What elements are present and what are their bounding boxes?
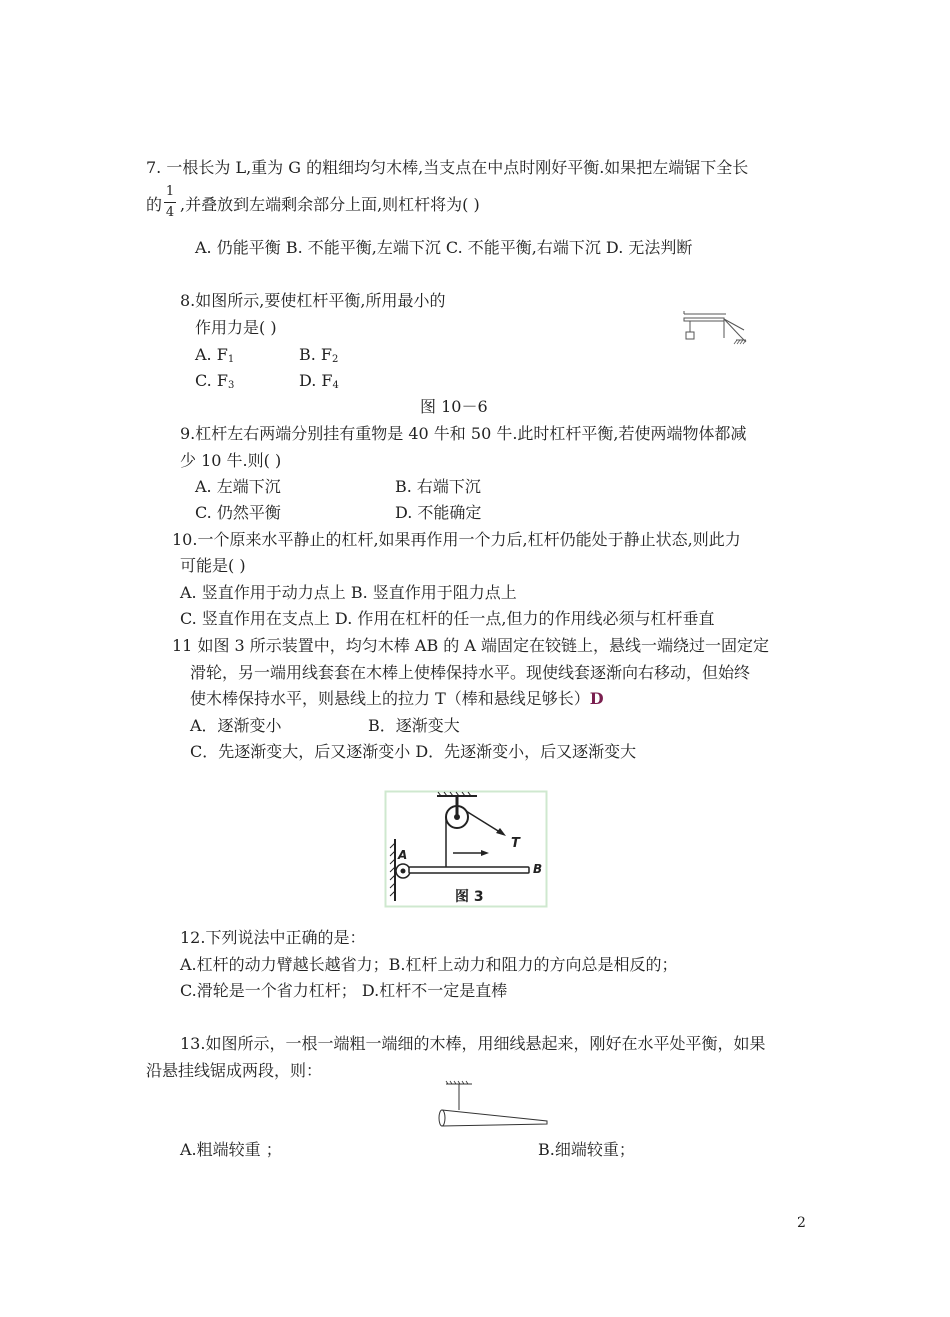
q8-figure-caption: 图 10－6 [420, 397, 488, 416]
q11-line3: 使木棒保持水平，则悬线上的拉力 T（棒和悬线足够长）D [190, 689, 604, 708]
q8-option-b: B. $F_2$ [299, 345, 339, 365]
q11-options-cd: C．先逐渐变大，后又逐渐变小 D．先逐渐变小，后又逐渐变大 [190, 742, 637, 761]
q10-options-ab: A. 竖直作用于动力点上 B. 竖直作用于阻力点上 [180, 583, 517, 602]
q11-option-b: B．逐渐变大 [368, 716, 460, 735]
q10-options-cd: C. 竖直作用在支点上 D. 作用在杠杆的任一点,但力的作用线必须与杠杆垂直 [180, 609, 715, 628]
q9-line2: 少 10 牛.则( ) [180, 451, 282, 470]
q11-line2: 滑轮，另一端用线套套在木棒上使棒保持水平。现使线套逐渐向右移动，但始终 [190, 663, 751, 682]
q11-answer: D [589, 689, 604, 708]
q8-option-a: A. $F_1$ [195, 345, 235, 365]
q7-fraction-bar [164, 202, 176, 203]
q8-option-d: D. $F_4$ [299, 371, 339, 391]
q12-line3: C.滑轮是一个省力杠杆； D.杠杆不一定是直棒 [180, 981, 508, 1000]
q7-line1: 7. 一根长为 L,重为 G 的粗细均匀木棒,当支点在中点时刚好平衡.如果把左端锯下全长 [146, 158, 749, 177]
q8-line1: 8.如图所示,要使杠杆平衡,所用最小的 [180, 291, 446, 310]
q11-figure-label-a: A [398, 848, 408, 862]
q10-line1: 10.一个原来水平静止的杠杆,如果再作用一个力后,杠杆仍能处于静止状态,则此力 [172, 530, 741, 549]
q10-line2: 可能是( ) [180, 556, 246, 575]
q8-lever-figure [680, 310, 752, 352]
q11-figure-label-b: B [533, 862, 543, 876]
q11-figure-label-t: T [511, 836, 520, 851]
q11-pulley-figure [385, 791, 547, 907]
q9-option-a: A. 左端下沉 [195, 477, 281, 496]
page-number: 2 [797, 1215, 806, 1231]
q7-fraction-denominator: 4 [165, 205, 175, 220]
q9-line1: 9.杠杆左右两端分别挂有重物是 40 牛和 50 牛.此时杠杆平衡,若使两端物体都减 [180, 424, 747, 443]
q11-line1: 11 如图 3 所示装置中，均匀木棒 AB 的 A 端固定在铰链上，悬线一端绕过一固定定 [172, 636, 770, 655]
q7-line2-pre: 的 [146, 195, 163, 214]
q13-stick-figure [432, 1080, 552, 1130]
q8-line2: 作用力是( ) [195, 318, 277, 337]
q11-option-a: A．逐渐变小 [190, 716, 282, 735]
q13-line2: 沿悬挂线锯成两段，则： [146, 1061, 323, 1080]
q8-option-c: C. $F_3$ [195, 371, 235, 391]
q13-line1: 13.如图所示，一根一端粗一端细的木棒，用细线悬起来，刚好在水平处平衡，如果 [180, 1034, 766, 1053]
q12-line1: 12.下列说法中正确的是： [180, 928, 366, 947]
q7-fraction-numerator: 1 [165, 184, 175, 199]
q7-options: A. 仍能平衡 B. 不能平衡,左端下沉 C. 不能平衡,右端下沉 D. 无法判断 [195, 238, 693, 257]
q13-option-a: A.粗端较重 ； [180, 1140, 282, 1159]
q13-option-b: B.细端较重； [538, 1140, 635, 1159]
q9-option-d: D. 不能确定 [395, 503, 482, 522]
q7-line2-post: ,并叠放到左端剩余部分上面,则杠杆将为( ) [180, 195, 480, 214]
q9-option-c: C. 仍然平衡 [195, 503, 281, 522]
q9-option-b: B. 右端下沉 [395, 477, 481, 496]
q11-figure-caption: 图 3 [455, 889, 484, 905]
q12-line2: A.杠杆的动力臂越长越省力；B.杠杆上动力和阻力的方向总是相反的； [180, 955, 678, 974]
